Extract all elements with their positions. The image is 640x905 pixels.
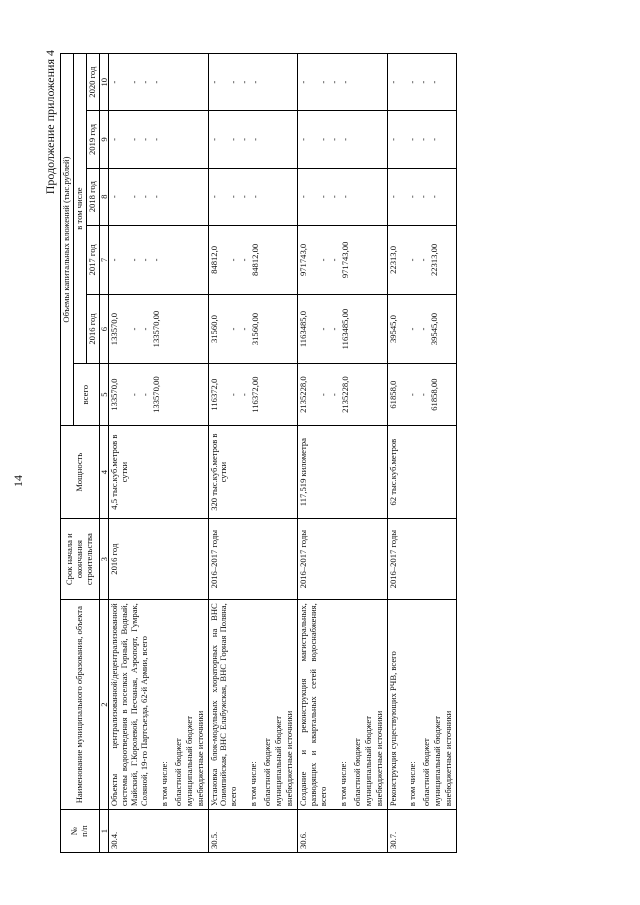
budget-value: - [151,195,162,199]
year-cell [298,111,388,168]
budget-value: - [140,393,151,397]
construction-term: 2016 год [109,519,208,600]
budget-value: - [328,393,339,397]
header-year: 2019 год [86,111,99,168]
budget-value: - [239,393,250,397]
row-name-cell [387,600,457,810]
capital-investment-table [60,53,457,853]
total-value: 971743,0 [298,243,309,277]
row-code: 30.6. [298,810,388,853]
budget-value: - [140,258,151,262]
year-cell [109,168,208,225]
budget-value: - [328,258,339,262]
capacity: 117,519 километра [298,426,388,519]
budget-value: - [407,195,418,199]
funding-source-label: внебюджетные источники [284,710,295,807]
table-row [387,54,457,853]
col-number: 7 [99,225,109,294]
budget-value: 133570,00 [151,310,162,348]
capacity: 4,5 тыс.куб.метров в сутки [109,426,208,519]
budget-value: - [328,138,339,141]
budget-value: 39545,00 [429,312,440,346]
total-value: - [208,80,219,84]
budget-value: - [429,80,440,84]
header-year: 2018 год [86,168,99,225]
total-value: 116372,0 [208,378,219,411]
budget-value: - [129,393,140,397]
year-cell [109,294,208,363]
budget-value: - [407,80,418,84]
budget-value: - [317,393,328,397]
construction-term: 2016–2017 годы [387,519,457,600]
including-label: в том числе: [158,761,169,807]
total-value: - [109,195,120,199]
budget-value: - [317,80,328,84]
header-year: 2017 год [86,225,99,294]
year-cell [387,54,457,111]
budget-value: 1163485,00 [339,308,350,350]
row-code: 30.5. [208,810,298,853]
funding-source-label: областной бюджет [172,738,183,807]
budget-value: - [339,138,350,141]
total-value: 133570,0 [109,312,120,346]
budget-value: - [151,258,162,262]
funding-source-label: муниципальный бюджет [273,716,284,807]
budget-value: - [317,195,328,199]
budget-value: - [339,80,350,84]
budget-value: - [418,138,429,141]
budget-value: - [239,327,250,331]
year-cell [387,168,457,225]
budget-value: - [228,258,239,262]
budget-value: - [239,138,250,141]
col-number: 10 [99,54,109,111]
total-cell [109,364,208,426]
construction-term: 2016–2017 годы [208,519,298,600]
budget-value: - [239,258,250,262]
budget-value: - [129,138,140,141]
total-value: 22313,0 [387,245,398,274]
header-year: 2020 год [86,54,99,111]
total-value: - [298,195,309,199]
total-value: - [298,80,309,84]
total-cell [298,364,388,426]
budget-value: - [129,80,140,84]
appendix-continuation: Продолжение приложения 4 [43,50,57,195]
col-number: 9 [99,111,109,168]
total-value: 84812,0 [208,245,219,274]
col-number: 4 [99,426,109,519]
total-value: - [109,80,120,84]
budget-value: - [407,258,418,262]
year-cell [109,111,208,168]
budget-value: - [418,258,429,262]
total-value: - [109,138,120,141]
year-cell [208,294,298,363]
year-cell [298,168,388,225]
header-year: 2016 год [86,294,99,363]
total-value: 2135228,0 [298,376,309,413]
budget-value: - [418,393,429,397]
budget-value: - [418,195,429,199]
budget-value: - [418,80,429,84]
year-cell [109,54,208,111]
page-number: 14 [11,475,25,487]
budget-value: 31560,00 [250,312,261,346]
budget-value: 84812,00 [250,243,261,277]
budget-value: 2135228,0 [339,376,350,413]
funding-source-label: муниципальный бюджет [432,716,443,807]
budget-value: - [239,195,250,199]
header-capacity: Мощность [61,426,100,519]
budget-value: - [228,393,239,397]
budget-value: - [228,80,239,84]
budget-value: 133570,00 [151,376,162,413]
year-cell [208,225,298,294]
year-cell [298,225,388,294]
funding-source-label: внебюджетные источники [194,710,205,807]
total-value: 31560,0 [208,315,219,344]
header-volumes: Объемы капитальных вложений (тыс.рублей) [61,54,74,426]
budget-value: - [429,138,440,141]
budget-value: - [239,80,250,84]
total-value: 61858,0 [387,380,398,409]
col-number: 3 [99,519,109,600]
budget-value: - [151,138,162,141]
budget-value: 61858,00 [429,378,440,411]
budget-value: - [228,327,239,331]
budget-value: - [317,258,328,262]
year-cell [387,111,457,168]
col-number: 8 [99,168,109,225]
budget-value: - [129,258,140,262]
total-value: - [298,138,309,141]
col-number: 2 [99,600,109,810]
col-number: 1 [99,810,109,853]
year-cell [208,111,298,168]
budget-value: - [129,327,140,331]
funding-source-label: внебюджетные источники [373,710,384,807]
budget-value: - [250,80,261,84]
total-value: - [387,138,398,141]
header-including: в том числе [73,54,86,364]
funding-source-label: областной бюджет [262,738,273,807]
year-cell [387,225,457,294]
budget-value: - [328,80,339,84]
header-term: Срок начала и окончания строительства [61,519,100,600]
col-number: 5 [99,364,109,426]
year-cell [109,225,208,294]
budget-value: - [418,327,429,331]
table-row [208,54,298,853]
funding-source-label: муниципальный бюджет [362,716,373,807]
row-name-cell [208,600,298,810]
capacity: 62 тыс.куб.метров [387,426,457,519]
budget-value: - [140,138,151,141]
year-cell [208,168,298,225]
budget-value: - [250,195,261,199]
total-cell [208,364,298,426]
header-name: Наименование муниципального образования, объекта [61,600,100,810]
total-value: - [109,258,120,262]
total-value: 1163485,0 [298,310,309,348]
budget-value: - [328,327,339,331]
total-value: 39545,0 [387,315,398,344]
including-label: в том числе: [407,761,418,807]
year-cell [298,54,388,111]
table-row [298,54,388,853]
budget-value: 116372,00 [250,376,261,413]
budget-value: - [140,327,151,331]
budget-value: - [228,138,239,141]
funding-source-label: областной бюджет [351,738,362,807]
budget-value: - [317,327,328,331]
total-value: - [387,80,398,84]
budget-value: 971743,00 [339,241,350,279]
total-cell [387,364,457,426]
col-number: 6 [99,294,109,363]
total-value: - [208,195,219,199]
table-row [109,54,208,853]
including-label: в том числе: [337,761,348,807]
budget-value: - [328,195,339,199]
budget-value: - [317,138,328,141]
budget-value: - [429,195,440,199]
object-name: Реконструкция существующих РЧВ, всего [387,651,398,807]
budget-value: - [151,80,162,84]
year-cell [298,294,388,363]
total-value: - [387,195,398,199]
row-name-cell [298,600,388,810]
budget-value: 22313,00 [429,243,440,277]
year-cell [387,294,457,363]
object-name: Объекты централизованной/децентрализованной системы водоотведения в поселках Горный, Водный, Майский, Г.Королевой, Песчаная, Аэропорт, Гумрак, Соляной, 19-го Партсъезда, 62-й Армии, всего [109,603,149,807]
capacity: 320 тыс.куб.метров в сутки [208,426,298,519]
year-cell [208,54,298,111]
budget-value: - [140,195,151,199]
construction-term: 2016–2017 годы [298,519,388,600]
row-code: 30.4. [109,810,208,853]
funding-source-label: муниципальный бюджет [183,716,194,807]
budget-value: - [129,195,140,199]
budget-value: - [407,327,418,331]
budget-value: - [228,195,239,199]
budget-value: - [407,138,418,141]
funding-source-label: внебюджетные источники [443,710,454,807]
header-no: № п/п [61,810,100,853]
budget-value: - [250,138,261,141]
total-value: 133570,0 [109,378,120,411]
budget-value: - [407,393,418,397]
header-total: всего [73,364,99,426]
total-value: - [208,138,219,141]
budget-value: - [339,195,350,199]
object-name: Создание и реконструкция магистральных, разводящих и квартальных сетей водоснабжения, всего [298,603,328,807]
budget-value: - [140,80,151,84]
row-code: 30.7. [387,810,457,853]
object-name: Установка блок-модульных хлораторных на ВНС Олимпийская, ВНС Елабужская, ВНС Горная Поляна, всего [208,603,239,807]
row-name-cell [109,600,208,810]
table-body [109,54,457,853]
funding-source-label: областной бюджет [421,738,432,807]
including-label: в том числе: [248,761,259,807]
